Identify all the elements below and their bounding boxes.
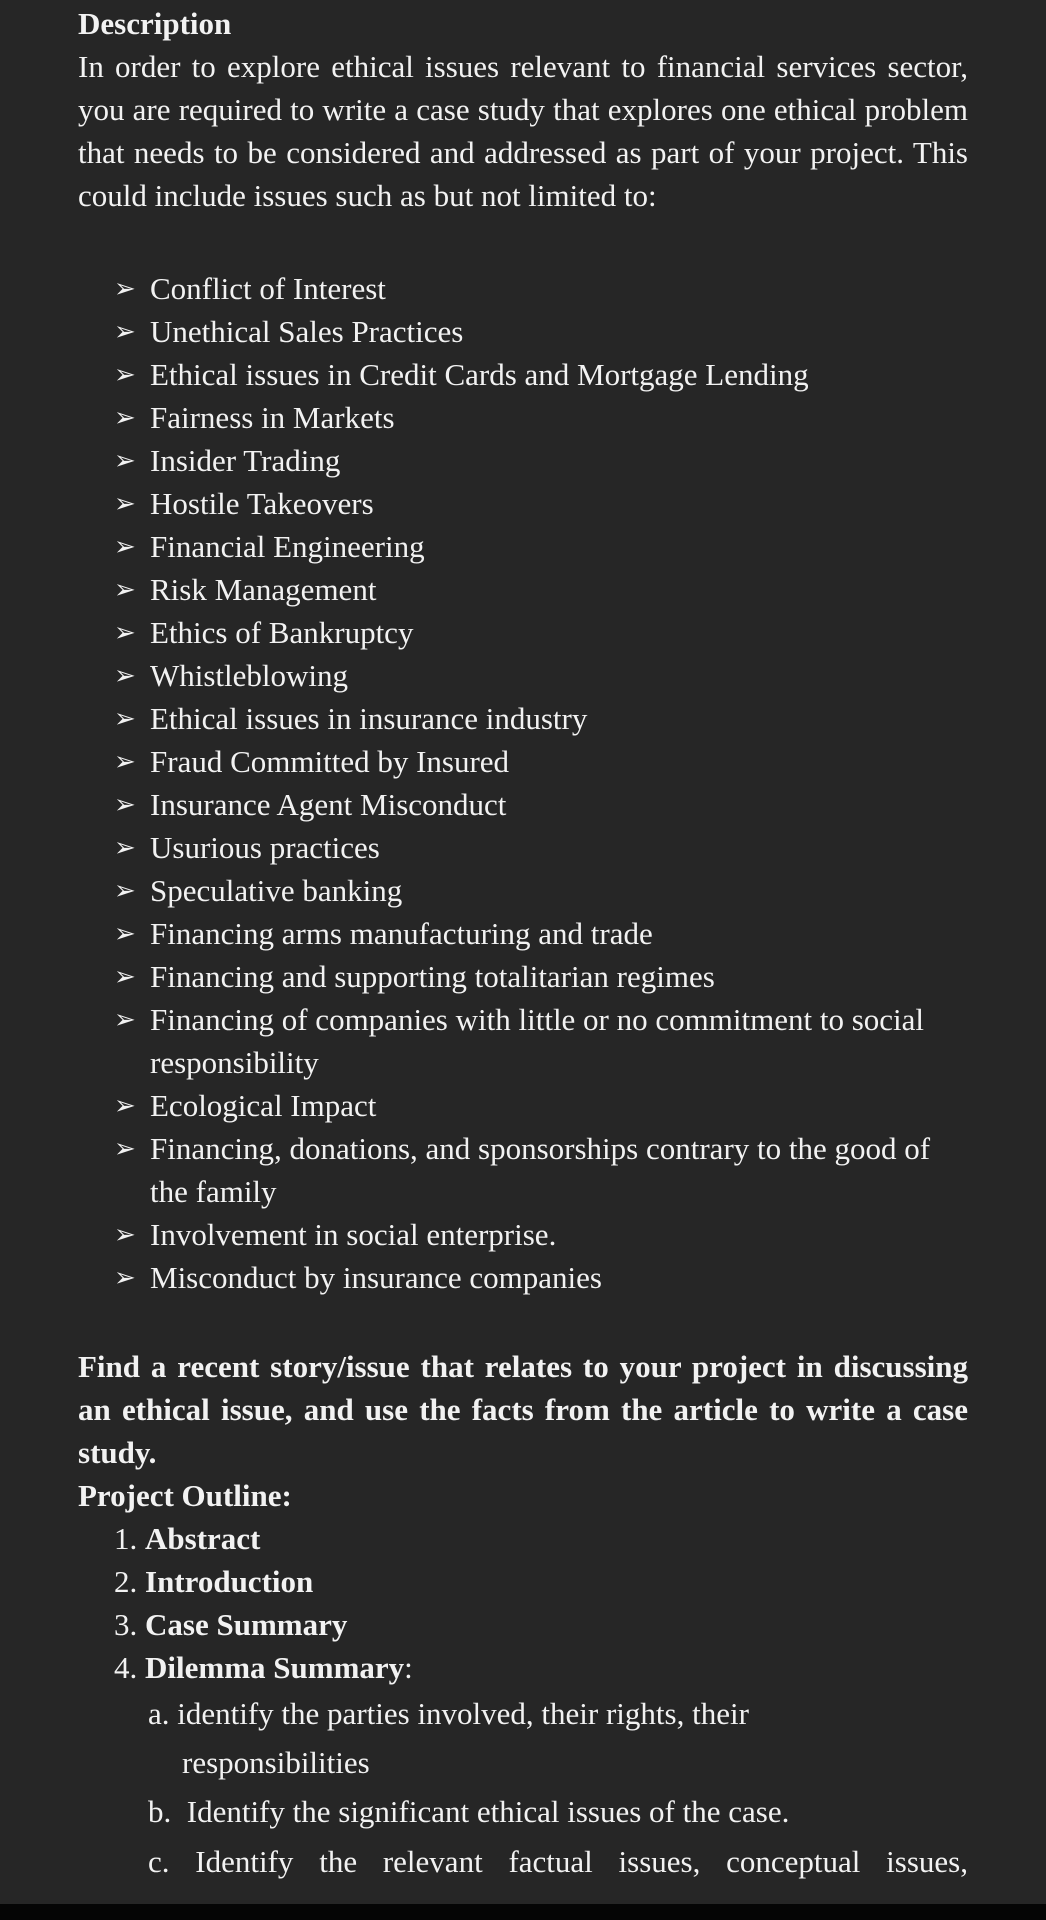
arrow-bullet-icon: ➢ (114, 489, 136, 518)
arrow-bullet-icon: ➢ (114, 317, 136, 346)
arrow-bullet-icon: ➢ (114, 403, 136, 432)
arrow-bullet-icon: ➢ (114, 1005, 136, 1034)
arrow-bullet-icon: ➢ (114, 618, 136, 647)
list-item: ➢ Financing arms manufacturing and trade (150, 912, 968, 955)
arrow-bullet-icon: ➢ (114, 876, 136, 905)
ethical-issues-list (78, 267, 968, 1299)
list-item: ➢ Conflict of Interest (150, 267, 968, 310)
list-item: ➢ Involvement in social enterprise. (150, 1213, 968, 1256)
list-item: ➢ Financial Engineering (150, 525, 968, 568)
arrow-bullet-icon: ➢ (114, 919, 136, 948)
list-item: ➢ Ethical issues in insurance industry (150, 697, 968, 740)
arrow-bullet-icon: ➢ (114, 1263, 136, 1292)
list-item: ➢ Risk Management (150, 568, 968, 611)
description-heading: Description (78, 6, 232, 41)
project-outline-list (78, 1517, 968, 1689)
sub-item-factual-issues: c. Identify the relevant factual issues, conceptual issues, (148, 1844, 968, 1879)
arrow-bullet-icon: ➢ (114, 1134, 136, 1163)
list-item: ➢ Insider Trading (150, 439, 968, 482)
arrow-bullet-icon: ➢ (114, 661, 136, 690)
sub-item-ethical-issues: b. Identify the significant ethical issues of the case. (148, 1794, 790, 1829)
arrow-bullet-icon: ➢ (114, 532, 136, 561)
list-item: ➢ Unethical Sales Practices (150, 310, 968, 353)
description-paragraph: In order to explore ethical issues relevant to financial services sector, you are required to write a case study that explores one ethical problem that needs to be considered and addressed as part of your project. This could include issues such as but not limited to: (78, 49, 968, 213)
arrow-bullet-icon: ➢ (114, 446, 136, 475)
arrow-bullet-icon: ➢ (114, 962, 136, 991)
arrow-bullet-icon: ➢ (114, 575, 136, 604)
dilemma-sub-list (78, 1689, 968, 1887)
list-item: ➢ Ecological Impact (150, 1084, 968, 1127)
list-item: ➢ Usurious practices (150, 826, 968, 869)
bottom-edge-bar (0, 1904, 1046, 1920)
arrow-bullet-icon: ➢ (114, 833, 136, 862)
list-item: ➢ Misconduct by insurance companies (150, 1256, 968, 1299)
list-item: ➢ Financing and supporting totalitarian regimes (150, 955, 968, 998)
project-outline-heading: Project Outline: (78, 1478, 292, 1513)
arrow-bullet-icon: ➢ (114, 790, 136, 819)
arrow-bullet-icon: ➢ (114, 1091, 136, 1120)
case-study-instruction: Find a recent story/issue that relates to your project in discussing an ethical issue, and use the facts from the article to write a case study. (78, 1349, 968, 1470)
outline-item-case-summary: 3. Case Summary (114, 1607, 348, 1642)
list-item: ➢ Ethics of Bankruptcy (150, 611, 968, 654)
list-item: ➢ Speculative banking (150, 869, 968, 912)
list-item: ➢ Hostile Takeovers (150, 482, 968, 525)
document-page (78, 0, 968, 1887)
list-item: ➢ Fairness in Markets (150, 396, 968, 439)
list-item: ➢ Financing, donations, and sponsorships contrary to the good of the family (150, 1127, 968, 1213)
arrow-bullet-icon: ➢ (114, 747, 136, 776)
list-item: ➢ Financing of companies with little or no commitment to social responsibility (150, 998, 968, 1084)
outline-item-abstract: 1. Abstract (114, 1521, 261, 1556)
outline-item-dilemma-summary: 4. Dilemma Summary: (114, 1650, 413, 1685)
list-item: ➢ Insurance Agent Misconduct (150, 783, 968, 826)
sub-item-parties: a. identify the parties involved, their rights, their responsibilities (148, 1696, 749, 1780)
list-item: ➢ Ethical issues in Credit Cards and Mortgage Lending (150, 353, 968, 396)
arrow-bullet-icon: ➢ (114, 274, 136, 303)
list-item: ➢ Fraud Committed by Insured (150, 740, 968, 783)
arrow-bullet-icon: ➢ (114, 360, 136, 389)
outline-item-introduction: 2. Introduction (114, 1564, 314, 1599)
list-item: ➢ Whistleblowing (150, 654, 968, 697)
arrow-bullet-icon: ➢ (114, 1220, 136, 1249)
arrow-bullet-icon: ➢ (114, 704, 136, 733)
